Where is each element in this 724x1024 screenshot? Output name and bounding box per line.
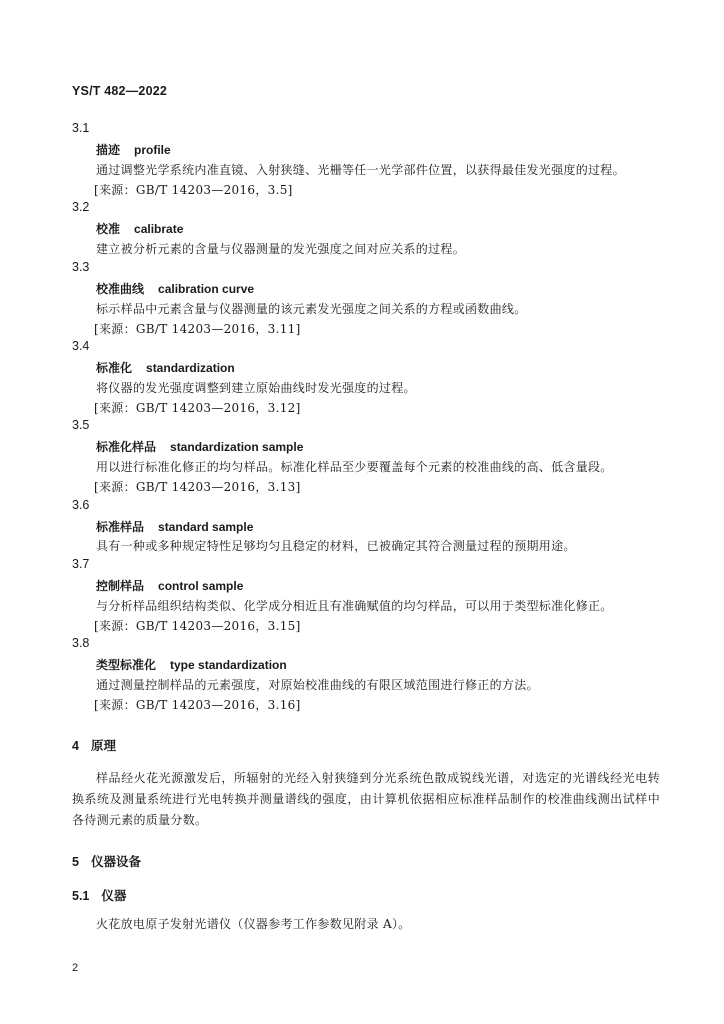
term-heading xyxy=(96,577,243,594)
section-title: 原理 xyxy=(90,739,116,753)
term-number: 3.3 xyxy=(72,260,90,274)
term-zh: 校准曲线 xyxy=(96,282,145,296)
page-number: 2 xyxy=(72,962,79,974)
term-en: control sample xyxy=(158,579,244,593)
term-en: calibration curve xyxy=(158,282,255,296)
subsection-paragraph: 火花放电原子发射光谱仪（仪器参考工作参数见附录 A）。 xyxy=(96,917,411,931)
term-definition: 用以进行标准化修正的均匀样品。标准化样品至少要覆盖每个元素的校准曲线的高、低含量段。 xyxy=(96,460,613,474)
term-heading xyxy=(96,656,287,673)
term-source: [来源：GB/T 14203—2016，3.11] xyxy=(94,322,301,336)
term-number: 3.5 xyxy=(72,418,90,432)
term-definition: 具有一种或多种规定特性足够均匀且稳定的材料，已被确定其符合测量过程的预期用途。 xyxy=(96,539,576,553)
term-heading xyxy=(96,518,253,535)
section-number: 5 xyxy=(72,855,79,869)
subsection-title: 仪器 xyxy=(101,889,127,903)
term-en: standardization xyxy=(146,361,235,375)
term-heading xyxy=(96,220,183,237)
term-en: profile xyxy=(134,143,171,157)
term-definition: 将仪器的发光强度调整到建立原始曲线时发光强度的过程。 xyxy=(96,381,416,395)
term-zh: 标准化 xyxy=(96,361,133,375)
term-source: [来源：GB/T 14203—2016，3.12] xyxy=(94,401,301,415)
term-number: 3.4 xyxy=(72,339,90,353)
section-heading xyxy=(72,852,141,870)
term-definition: 标示样品中元素含量与仪器测量的该元素发光强度之间关系的方程或函数曲线。 xyxy=(96,302,527,316)
section-heading xyxy=(72,736,116,754)
term-en: standardization sample xyxy=(170,440,304,454)
term-heading xyxy=(96,438,303,455)
term-number: 3.2 xyxy=(72,200,90,214)
term-zh: 校准 xyxy=(96,222,121,236)
term-number: 3.8 xyxy=(72,636,90,650)
term-heading xyxy=(96,359,235,376)
subsection-heading xyxy=(72,886,126,904)
term-definition: 通过测量控制样品的元素强度，对原始校准曲线的有限区域范围进行修正的方法。 xyxy=(96,678,539,692)
term-definition: 通过调整光学系统内准直镜、入射狭缝、光栅等任一光学部件位置，以获得最佳发光强度的过程。 xyxy=(96,163,625,177)
term-number: 3.1 xyxy=(72,121,90,135)
term-en: standard sample xyxy=(158,520,254,534)
term-source: [来源：GB/T 14203—2016，3.13] xyxy=(94,480,301,494)
term-en: type standardization xyxy=(170,658,287,672)
term-source: [来源：GB/T 14203—2016，3.15] xyxy=(94,619,301,633)
section-number: 4 xyxy=(72,739,79,753)
term-zh: 控制样品 xyxy=(96,579,145,593)
term-definition: 建立被分析元素的含量与仪器测量的发光强度之间对应关系的过程。 xyxy=(96,242,466,256)
term-number: 3.7 xyxy=(72,557,90,571)
term-en: calibrate xyxy=(134,222,184,236)
term-source: [来源：GB/T 14203—2016，3.16] xyxy=(94,698,301,712)
term-zh: 标准化样品 xyxy=(96,440,157,454)
term-source: [来源：GB/T 14203—2016，3.5] xyxy=(94,183,293,197)
term-zh: 类型标准化 xyxy=(96,658,157,672)
section-paragraph: 样品经火花光源激发后，所辐射的光经入射狭缝到分光系统色散成锐线光谱，对选定的光谱线经光电转换系统及测量系统进行光电转换并测量谱线的强度，由计算机依据相应标准样品制作的校准曲线测出试样中各待测元素的质量分数。 xyxy=(72,771,660,827)
subsection-number: 5.1 xyxy=(72,889,90,903)
term-definition: 与分析样品组织结构类似、化学成分相近且有准确赋值的均匀样品，可以用于类型标准化修正。 xyxy=(96,599,613,613)
term-zh: 描迹 xyxy=(96,143,121,157)
document-id: YS/T 482—2022 xyxy=(72,84,168,98)
term-number: 3.6 xyxy=(72,498,90,512)
section-title: 仪器设备 xyxy=(90,855,141,869)
term-heading xyxy=(96,280,254,297)
term-heading xyxy=(96,141,171,158)
term-zh: 标准样品 xyxy=(96,520,145,534)
